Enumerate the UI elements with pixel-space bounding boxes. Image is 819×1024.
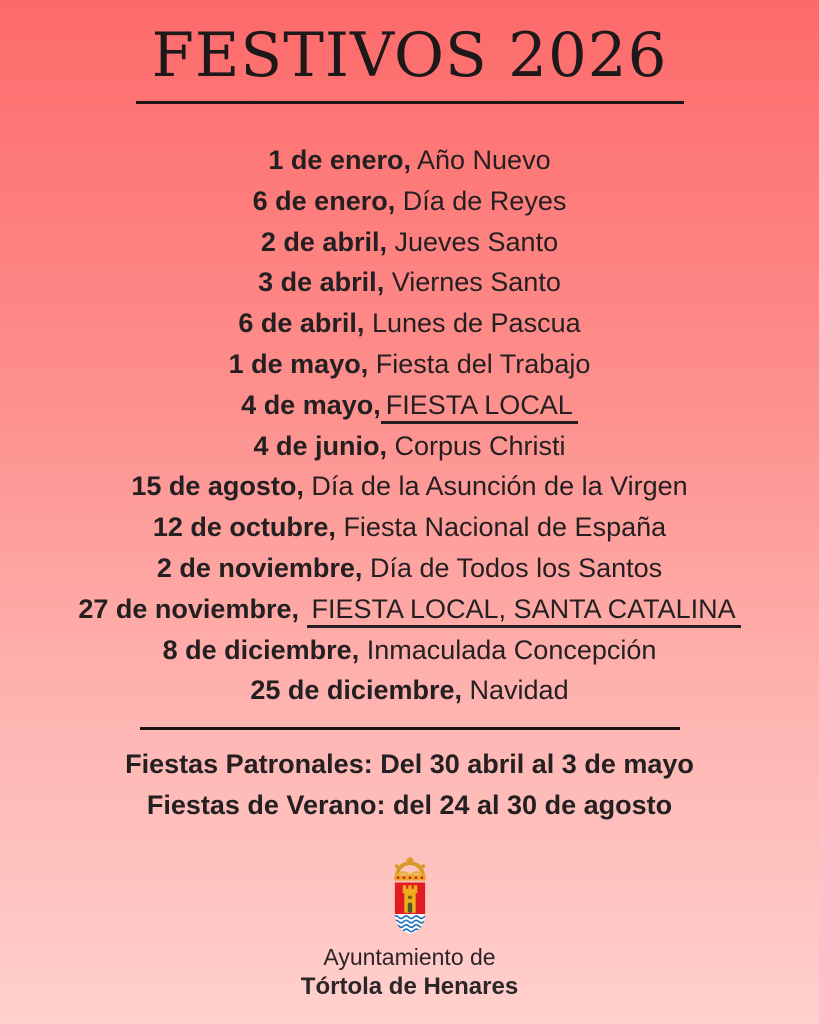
holiday-separator: , [379,226,387,257]
holiday-name: Viernes Santo [391,267,561,298]
holiday-list [78,140,740,711]
holiday-row-fiesta-local-santa-catalina [78,589,740,630]
holiday-separator: , [379,430,387,461]
holiday-row [253,181,567,222]
org-name-line1: Ayuntamiento de [323,944,496,971]
holiday-date: 4 de mayo [241,389,374,420]
holiday-name: Navidad [469,675,569,706]
holiday-name: Fiesta del Trabajo [375,349,591,380]
section-divider [140,727,680,730]
holiday-row [153,507,666,548]
holiday-name: Corpus Christi [394,430,566,461]
holiday-separator: , [403,145,411,176]
holiday-date: 4 de junio [253,430,380,461]
holiday-date: 25 de diciembre [250,675,455,706]
festival-notes [125,744,694,826]
holiday-row [131,466,687,507]
holiday-separator: , [354,553,363,584]
org-name-line2: Tórtola de Henares [300,973,519,1001]
holiday-name-underlined: FIESTA LOCAL [381,390,578,424]
holiday-name: Día de Todos los Santos [369,553,663,584]
holiday-row [261,222,558,263]
holiday-separator: , [328,512,336,543]
holiday-name: Día de la Asunción de la Virgen [311,471,688,502]
holiday-name: Inmaculada Concepción [366,634,657,665]
holiday-row [163,630,657,671]
holiday-date: 12 de octubre [152,512,329,543]
holiday-date: 1 de mayo [228,349,361,380]
holiday-date: 15 de agosto [131,471,297,502]
holiday-row [250,670,568,711]
holiday-separator: , [360,349,369,380]
tower-icon [402,886,417,913]
holiday-separator: , [387,185,396,216]
holiday-date: 1 de enero [268,145,404,176]
holiday-row [258,262,561,303]
holiday-separator: , [356,308,365,339]
holiday-row [157,548,662,589]
holiday-separator: , [376,267,385,298]
coat-of-arms-icon [377,856,443,938]
holiday-row [238,303,580,344]
holiday-separator: , [296,471,304,502]
holiday-separator: , [291,593,299,624]
holiday-date: 8 de diciembre [162,634,352,665]
holiday-date: 2 de abril [260,226,380,257]
holiday-name: Jueves Santo [394,226,559,257]
holiday-row [229,344,591,385]
holiday-date: 6 de abril [238,308,357,339]
holiday-separator: , [454,675,463,706]
holiday-separator: , [373,389,381,420]
holiday-date: 6 de enero [252,185,388,216]
page-title: FESTIVOS 2026 [151,20,668,91]
holiday-date: 3 de abril [258,267,377,298]
holiday-separator: , [351,634,360,665]
holiday-name: Año Nuevo [417,145,551,176]
crown-icon [394,858,426,881]
holiday-name: Lunes de Pascua [371,308,581,339]
holiday-row [253,426,565,467]
note-fiestas-verano: Fiestas de Verano: del 24 al 30 de agosto [146,790,673,821]
title-divider [136,101,684,104]
holiday-date: 27 de noviembre [78,593,292,624]
shield-icon [393,883,428,936]
holiday-name: Día de Reyes [402,185,567,216]
holiday-row [268,140,550,181]
note-fiestas-patronales: Fiestas Patronales: Del 30 abril al 3 de mayo [125,749,694,780]
holiday-row-fiesta-local [241,385,578,426]
holiday-name: Fiesta Nacional de España [343,512,667,543]
holiday-date: 2 de noviembre [156,553,355,584]
holiday-name-underlined: FIESTA LOCAL, SANTA CATALINA [307,594,741,628]
